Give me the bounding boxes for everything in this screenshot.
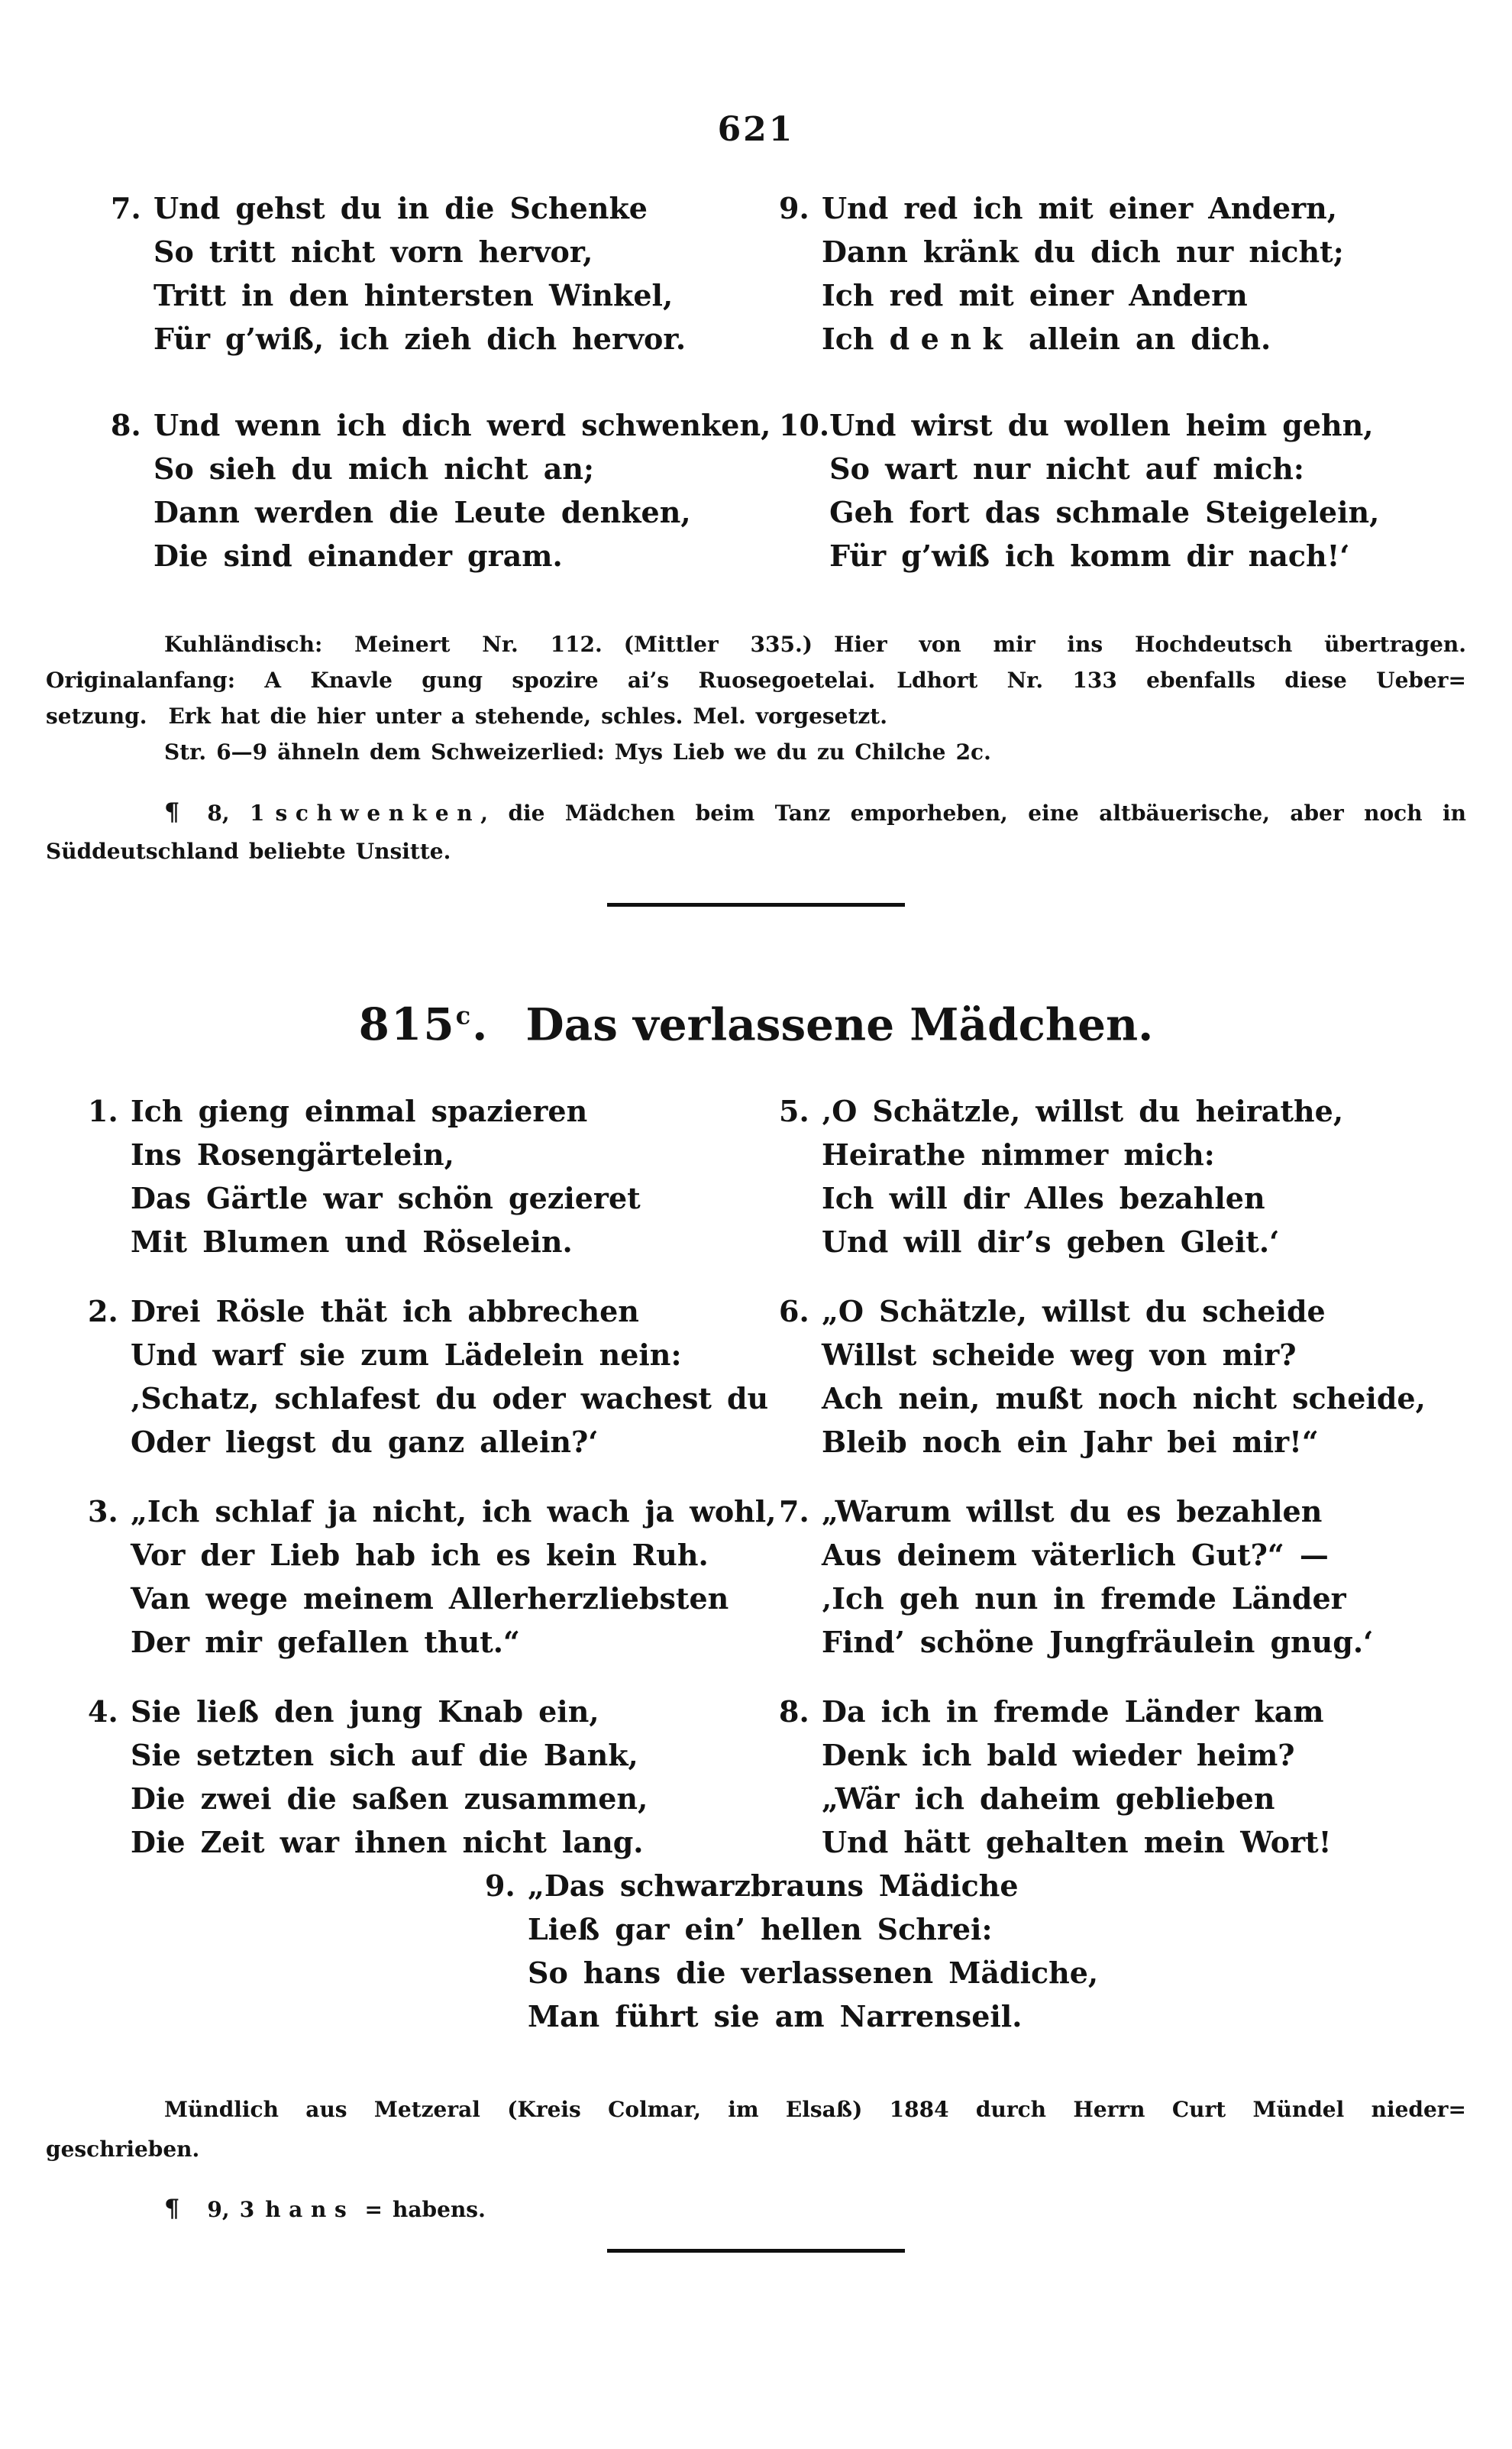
verse-line: Heirathe nimmer mich: (822, 1137, 1215, 1173)
verse-number: 10. (779, 408, 830, 442)
verse-column-left (111, 186, 779, 577)
verse-line: Die zwei die saßen zusammen, (131, 1781, 648, 1817)
verse-line: Van wege meinem Allerherzliebsten (131, 1581, 729, 1616)
verse (111, 403, 779, 577)
verse-line: Und wirst du wollen heim gehn, (829, 408, 1374, 442)
verse (779, 1089, 1466, 1263)
song-number (359, 998, 489, 1050)
verse-line: Bleib noch ein Jahr bei mir!“ (822, 1425, 1319, 1460)
verse (779, 186, 1466, 361)
verse-line: Und gehst du in die Schenke (153, 191, 648, 225)
gloss-line (46, 793, 1466, 833)
verse-line: Dann werden die Leute denken, (153, 495, 691, 529)
note-line: setzung. Erk hat die hier unter a stehende, schles. Mel. vorgesetzt. (46, 704, 887, 729)
spaced-word: schwenken (275, 801, 481, 826)
source-note (46, 2090, 1466, 2169)
verse (779, 1690, 1466, 1864)
verse (88, 1690, 779, 1864)
verse-number: 6. (779, 1294, 809, 1329)
song-title-text: Das verlassene Mädchen. (525, 998, 1154, 1051)
verse-number: 9. (485, 1868, 515, 1904)
verse-line: So hans die verlassenen Mädiche, (528, 1956, 1099, 1991)
verse-line (822, 317, 1344, 361)
verse-number: 8. (779, 1694, 809, 1729)
pilcrow-mark: ¶ (164, 2194, 180, 2224)
verse-line: Und wenn ich dich werd schwenken, (153, 408, 771, 442)
verse-line: Willst scheide weg von mir? (822, 1338, 1297, 1373)
top-song-verses (46, 186, 1466, 577)
verse-line: Tritt in den hintersten Winkel, (153, 278, 674, 312)
verse-line: „Ich schlaf ja nicht, ich wach ja wohl, (131, 1494, 777, 1529)
verse-line-part: Ich (822, 322, 890, 356)
verse-line: Das Gärtle war schön gezieret (131, 1181, 641, 1216)
main-song-verses (46, 1089, 1466, 1864)
verse-line: Find’ schöne Jungfräulein gnug.‘ (822, 1625, 1374, 1660)
verse-line: So wart nur nicht auf mich: (829, 451, 1304, 486)
song-heading (46, 989, 1466, 1051)
verse-line: Ich gieng einmal spazieren (131, 1094, 588, 1129)
gloss-line (46, 2189, 1466, 2229)
verse-line-part: allein an dich. (1013, 322, 1271, 356)
verse-number: 2. (88, 1294, 118, 1329)
verse-line: Drei Rösle thät ich abbrechen (131, 1294, 639, 1329)
spaced-word: hans (265, 2197, 355, 2223)
verse (779, 1289, 1466, 1464)
verse-line: Ich red mit einer Andern (822, 278, 1248, 312)
verse-line: ‚O Schätzle, willst du heirathe, (822, 1094, 1344, 1129)
verse-line: Sie ließ den jung Knab ein, (131, 1694, 599, 1729)
verse-number: 7. (111, 191, 141, 225)
gloss-note (46, 793, 1466, 871)
verse-line: ‚Schatz, schlafest du oder wachest du (131, 1381, 769, 1416)
note-line: Originalanfang: A Knavle gung spozire ai’s Ruosegoetelai. Ldhort Nr. 133 ebenfalls diese Ueber= (46, 668, 1466, 693)
gloss-text: , die Mädchen beim Tanz emporheben, eine altbäuerische, aber noch in (480, 801, 1466, 826)
verse-centered (485, 1864, 1466, 2038)
verse-line: So tritt nicht vorn hervor, (153, 235, 593, 269)
verse-line: „Wär ich daheim geblieben (822, 1781, 1275, 1817)
verse-line: Und hätt gehalten mein Wort! (822, 1825, 1332, 1860)
verse-number: 9. (779, 191, 809, 225)
verse-line: Oder liegst du ganz allein?‘ (131, 1425, 599, 1460)
verse-line: ‚Ich geh nun in fremde Länder (822, 1581, 1346, 1616)
verse-line: Ins Rosengärtelein, (131, 1137, 454, 1173)
song-number-dot: . (472, 998, 489, 1051)
verse (88, 1089, 779, 1263)
verse-line: Ach nein, mußt noch nicht scheide, (822, 1381, 1426, 1416)
gloss-reference: 8, 1 (207, 801, 265, 826)
verse-line: Und will dir’s geben Gleit.‘ (822, 1224, 1280, 1260)
verse-line: So sieh du mich nicht an; (153, 451, 595, 486)
verse-line: Und warf sie zum Lädelein nein: (131, 1338, 682, 1373)
verse-number: 1. (88, 1094, 118, 1129)
note-line: Mündlich aus Metzeral (Kreis Colmar, im Elsaß) 1884 durch Herrn Curt Mündel nieder= (164, 2097, 1466, 2123)
verse-line: Der mir gefallen thut.“ (131, 1625, 520, 1660)
verse-column-left (88, 1089, 779, 1864)
verse-line: Aus deinem väterlich Gut?“ — (822, 1538, 1329, 1573)
verse-line: Vor der Lieb hab ich es kein Ruh. (131, 1538, 709, 1573)
gloss-line: Süddeutschland beliebte Unsitte. (46, 839, 451, 864)
verse-line: Mit Blumen und Röselein. (131, 1224, 573, 1260)
end-divider-rule (607, 2249, 905, 2253)
note-line: Str. 6—9 ähneln dem Schweizerlied: Mys Lieb we du zu Chilche 2c. (164, 739, 991, 765)
gloss-reference: 9, 3 (207, 2197, 255, 2223)
source-note (46, 626, 1466, 770)
verse-line: „Warum willst du es bezahlen (822, 1494, 1323, 1529)
pilcrow-mark: ¶ (164, 797, 180, 827)
verse-line: Denk ich bald wieder heim? (822, 1738, 1295, 1773)
spaced-word: denk (889, 322, 1014, 356)
verse-number: 5. (779, 1094, 809, 1129)
song-number-digits: 815 (358, 998, 456, 1051)
verse-column-right (779, 186, 1466, 577)
verse (779, 403, 1466, 577)
gloss-text: = habens. (354, 2197, 486, 2223)
section-divider-rule (607, 903, 905, 907)
verse-number: 3. (88, 1494, 118, 1529)
verse-line: Da ich in fremde Länder kam (822, 1694, 1324, 1729)
gloss-note (46, 2189, 1466, 2229)
verse (88, 1289, 779, 1464)
verse-column-right (779, 1089, 1466, 1864)
verse-line: Ich will dir Alles bezahlen (822, 1181, 1265, 1216)
verse-line: Dann kränk du dich nur nicht; (822, 235, 1344, 269)
verse-line: Sie setzten sich auf die Bank, (131, 1738, 638, 1773)
verse-number: 4. (88, 1694, 118, 1729)
verse (111, 186, 779, 361)
verse-line: Und red ich mit einer Andern, (822, 191, 1338, 225)
verse-line: Die Zeit war ihnen nicht lang. (131, 1825, 644, 1860)
verse-line: Für g’wiß, ich zieh dich hervor. (153, 322, 687, 356)
verse-line: Man führt sie am Narrenseil. (528, 1999, 1023, 2034)
note-line: Kuhländisch: Meinert Nr. 112. (Mittler 335.) Hier von mir ins Hochdeutsch übertragen. (164, 632, 1466, 657)
verse (779, 1490, 1466, 1664)
song-number-superscript: c (455, 1001, 473, 1030)
verse-line: Geh fort das schmale Steigelein, (829, 495, 1380, 529)
verse (88, 1490, 779, 1664)
verse-line: Die sind einander gram. (153, 539, 563, 573)
verse-number: 8. (111, 408, 141, 442)
verse-line: Für g’wiß ich komm dir nach!‘ (829, 539, 1350, 573)
verse-line: Ließ gar ein’ hellen Schrei: (528, 1912, 993, 1947)
page-number: 621 (717, 110, 795, 149)
verse-number: 7. (779, 1494, 809, 1529)
note-line: geschrieben. (46, 2137, 200, 2163)
verse-line: „Das schwarzbrauns Mädiche (528, 1868, 1019, 1904)
verse-line: „O Schätzle, willst du scheide (822, 1294, 1326, 1329)
